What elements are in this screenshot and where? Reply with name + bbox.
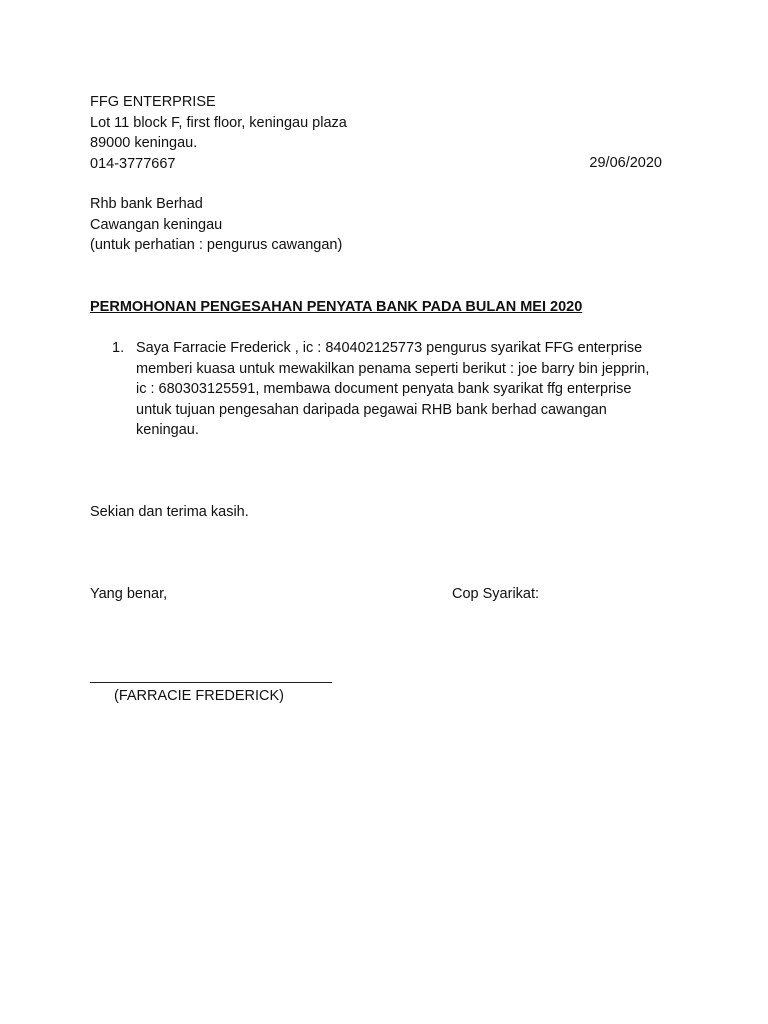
list-item-line: memberi kuasa untuk mewakilkan penama seperti berikut : joe barry bin jepprin, [136, 360, 650, 377]
sender-company: FFG ENTERPRISE [90, 94, 216, 110]
list-item-text [136, 338, 676, 441]
signatory-name: (FARRACIE FREDERICK) [114, 688, 284, 704]
list-item-line: untuk tujuan pengesahan daripada pegawai RHB bank berhad cawangan [136, 401, 607, 418]
sender-phone: 014-3777667 [90, 155, 176, 172]
letter-date: 29/06/2020 [589, 155, 662, 171]
letter-subject: PERMOHONAN PENGESAHAN PENYATA BANK PADA BULAN MEI 2020 [90, 299, 583, 315]
recipient-name: Rhb bank Berhad [90, 196, 203, 212]
recipient-branch: Cawangan keningau [90, 216, 223, 233]
sender-address-line1: Lot 11 block F, first floor, keningau plaza [90, 114, 347, 131]
recipient-block [90, 194, 342, 256]
signature-line: ______________________________ [90, 668, 332, 684]
list-item-line: keningau. [136, 422, 199, 438]
company-stamp-label: Cop Syarikat: [452, 586, 540, 602]
list-item-line: ic : 680303125591, membawa document penyata bank syarikat ffg enterprise [136, 381, 632, 397]
closing-text: Sekian dan terima kasih. [90, 504, 249, 520]
sender-address-line2: 89000 keningau. [90, 135, 198, 151]
recipient-attention: (untuk perhatian : pengurus cawangan) [90, 237, 343, 253]
list-item-number: 1. [112, 340, 125, 356]
list-item-line: Saya Farracie Frederick , ic : 840402125773 pengurus syarikat FFG enterprise [136, 340, 643, 356]
sender-block [90, 92, 347, 174]
valediction: Yang benar, [90, 586, 168, 602]
